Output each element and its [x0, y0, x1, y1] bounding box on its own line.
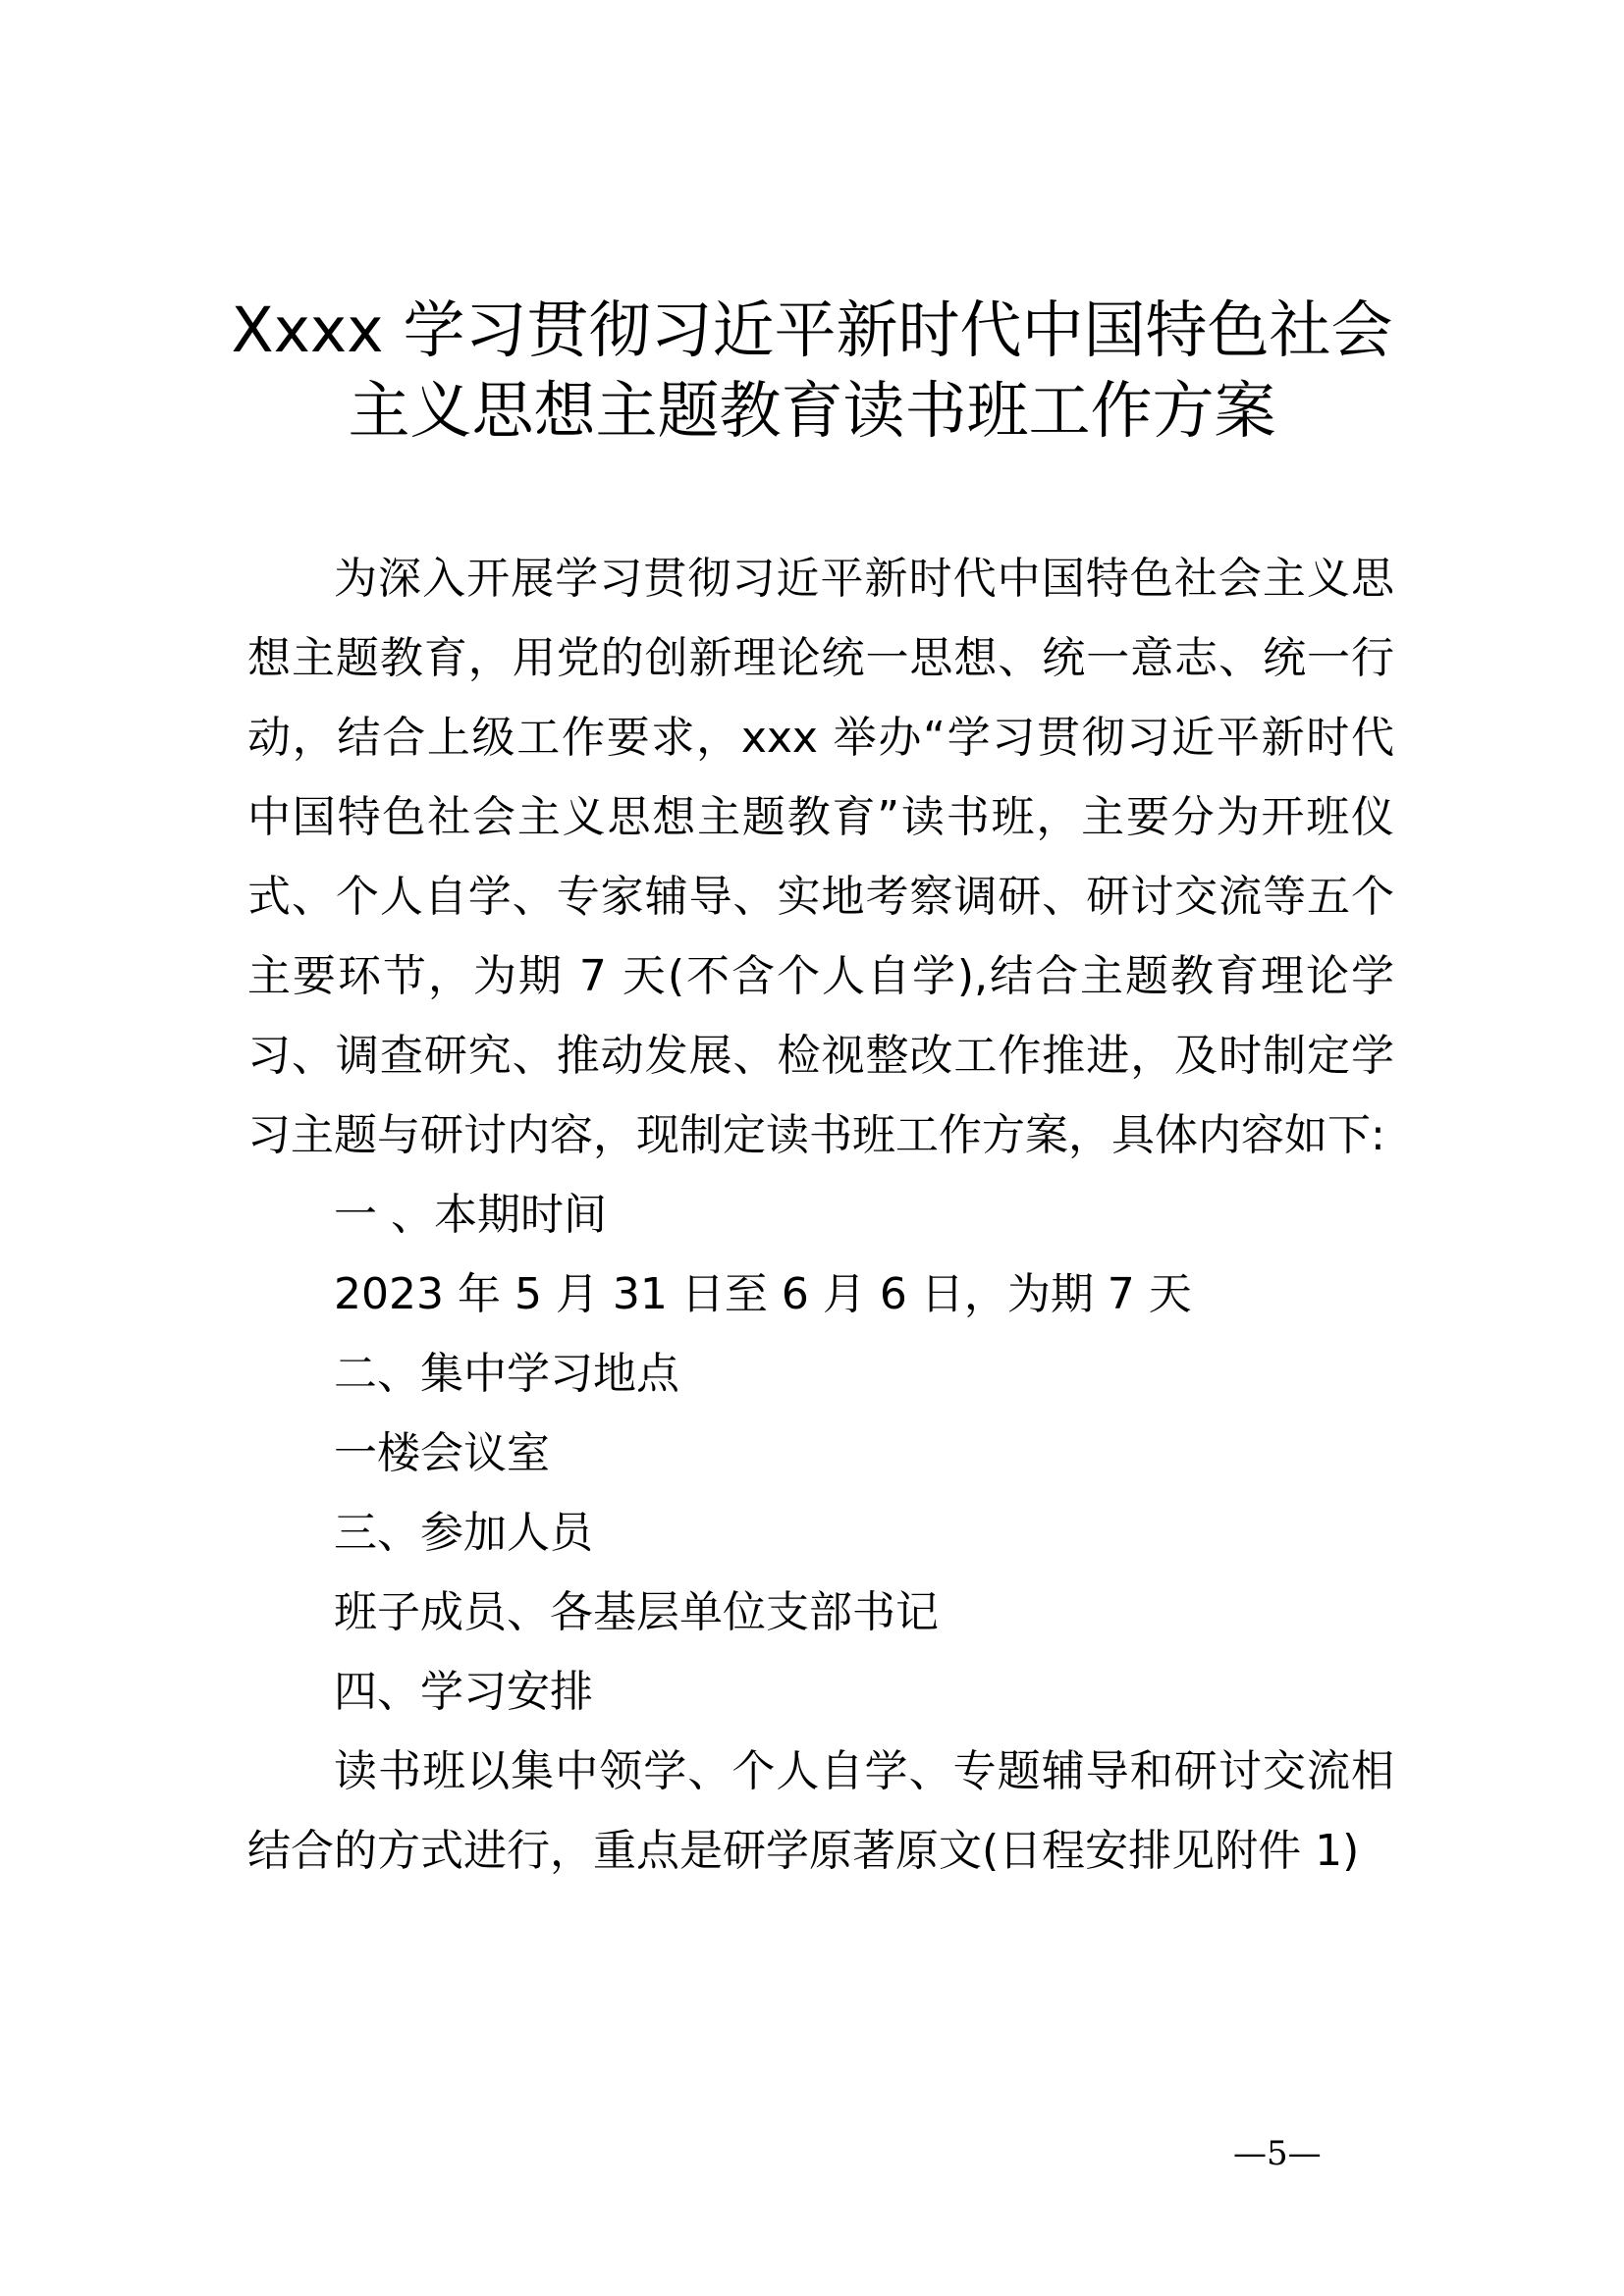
- section-heading-location: 二、集中学习地点: [334, 1349, 679, 1399]
- section-heading-arrangement: 四、学习安排: [334, 1667, 593, 1717]
- title-line-2: 主义思想主题教育读书班工作方案: [348, 375, 1276, 447]
- study-arrangement-paragraph: 读书班以集中领学、个人自学、专题辅导和研讨交流相结合的方式进行，重点是研学原著原文(日程安排见附件 1): [247, 1746, 1394, 1876]
- page-number: —5—: [1233, 2134, 1322, 2173]
- section-heading-time: 一 、本期时间: [334, 1190, 607, 1240]
- document-title: [196, 291, 1428, 452]
- document-body: [247, 539, 1394, 1891]
- section-content-location: 一楼会议室: [334, 1428, 550, 1478]
- section-content-time: 2023 年 5 月 31 日至 6 月 6 日，为期 7 天: [334, 1269, 1192, 1319]
- title-line-1: Xxxx 学习贯彻习近平新时代中国特色社会: [231, 294, 1393, 366]
- intro-paragraph: 为深入开展学习贯彻习近平新时代中国特色社会主义思想主题教育，用党的创新理论统一思想、统一意志、统一行动，结合上级工作要求，xxx 举办“学习贯彻习近平新时代中国特色社会主义思想主题教育”读书班，主要分为开班仪式、个人自学、专家辅导、实地考察调研、研讨交流等五个主要环节，为期 7 天(不含个人自学),结合主题教育理论学习、调查研究、推动发展、检视整改工作推进，及时制定学习主题与研讨内容，现制定读书班工作方案，具体内容如下:: [247, 554, 1394, 1160]
- section-heading-participants: 三、参加人员: [334, 1508, 593, 1558]
- section-content-participants: 班子成员、各基层单位支部书记: [334, 1587, 939, 1637]
